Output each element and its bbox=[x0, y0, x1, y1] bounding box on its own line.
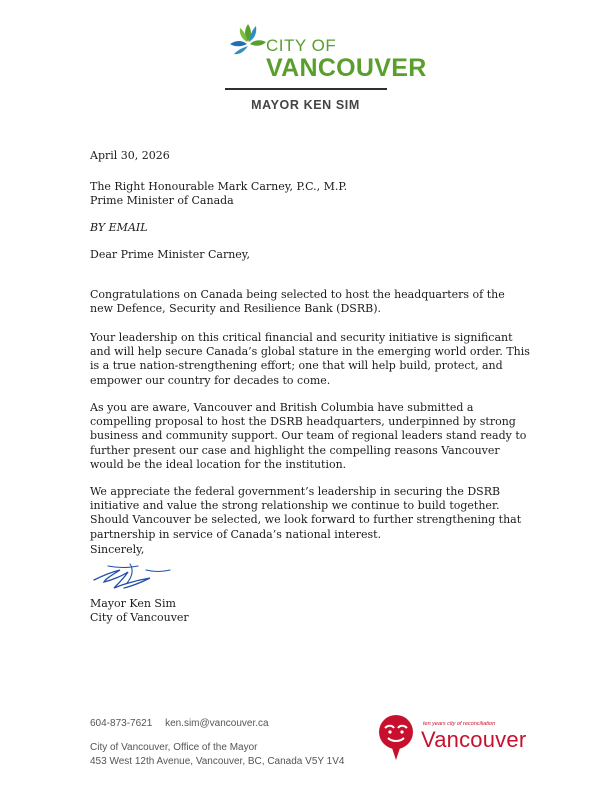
paragraph-3: As you are aware, Vancouver and British Columbia have submitted a compelling proposal to host the DSRB headquarters, underpinned by strong business and community support. Our team of regional leaders stand ready to further present our case and highlight the compelling reasons Vancouver would be the ideal location for the institution. bbox=[90, 401, 527, 471]
signer-block bbox=[90, 597, 189, 625]
footer-address bbox=[90, 741, 344, 769]
logo-city-of: CITY OF bbox=[266, 36, 337, 55]
signature-image bbox=[88, 558, 178, 594]
recipient-name: The Right Honourable Mark Carney, P.C., M.P. bbox=[90, 180, 348, 193]
closing: Sincerely, bbox=[90, 543, 145, 556]
footer-contact bbox=[90, 718, 279, 729]
paragraph-2: Your leadership on this critical financial and security initiative is significant and will help secure Canada’s global stature in the emerging world order. This is a true nation-strengthening effort; one that will help build, protect, and empower our country for decades to come. bbox=[90, 331, 530, 387]
letter-date: April 30, 2026 bbox=[90, 149, 170, 162]
paragraph-1: Congratulations on Canada being selected to host the headquarters of the new Defence, Security and Resilience Bank (DSRB). bbox=[90, 288, 505, 316]
reconciliation-tagline: ten years city of reconciliation bbox=[423, 721, 496, 727]
signer-organization: City of Vancouver bbox=[90, 611, 189, 625]
signer-name: Mayor Ken Sim bbox=[90, 597, 176, 610]
reconciliation-logo-icon bbox=[372, 712, 420, 762]
logo-vancouver: VANCOUVER bbox=[266, 54, 427, 82]
header-divider bbox=[225, 88, 387, 90]
paragraph-4: We appreciate the federal government’s leadership in securing the DSRB initiative and value the strong relationship we continue to build together. Should Vancouver be selected, we look forward to further strengthening that partnership in service of Canada’s national interest. bbox=[90, 485, 522, 541]
delivery-method: BY EMAIL bbox=[90, 221, 148, 234]
reconciliation-wordmark: Vancouver bbox=[421, 727, 527, 752]
footer-address-line-1: City of Vancouver, Office of the Mayor bbox=[90, 742, 258, 753]
recipient-block bbox=[90, 180, 347, 208]
office-title: MAYOR KEN SIM bbox=[251, 98, 360, 112]
salutation: Dear Prime Minister Carney, bbox=[90, 248, 251, 261]
footer-email: ken.sim@vancouver.ca bbox=[165, 718, 269, 729]
footer-address-line-2: 453 West 12th Avenue, Vancouver, BC, Canada V5Y 1V4 bbox=[90, 756, 345, 767]
footer-phone: 604-873-7621 bbox=[90, 718, 153, 729]
recipient-title: Prime Minister of Canada bbox=[90, 194, 234, 208]
